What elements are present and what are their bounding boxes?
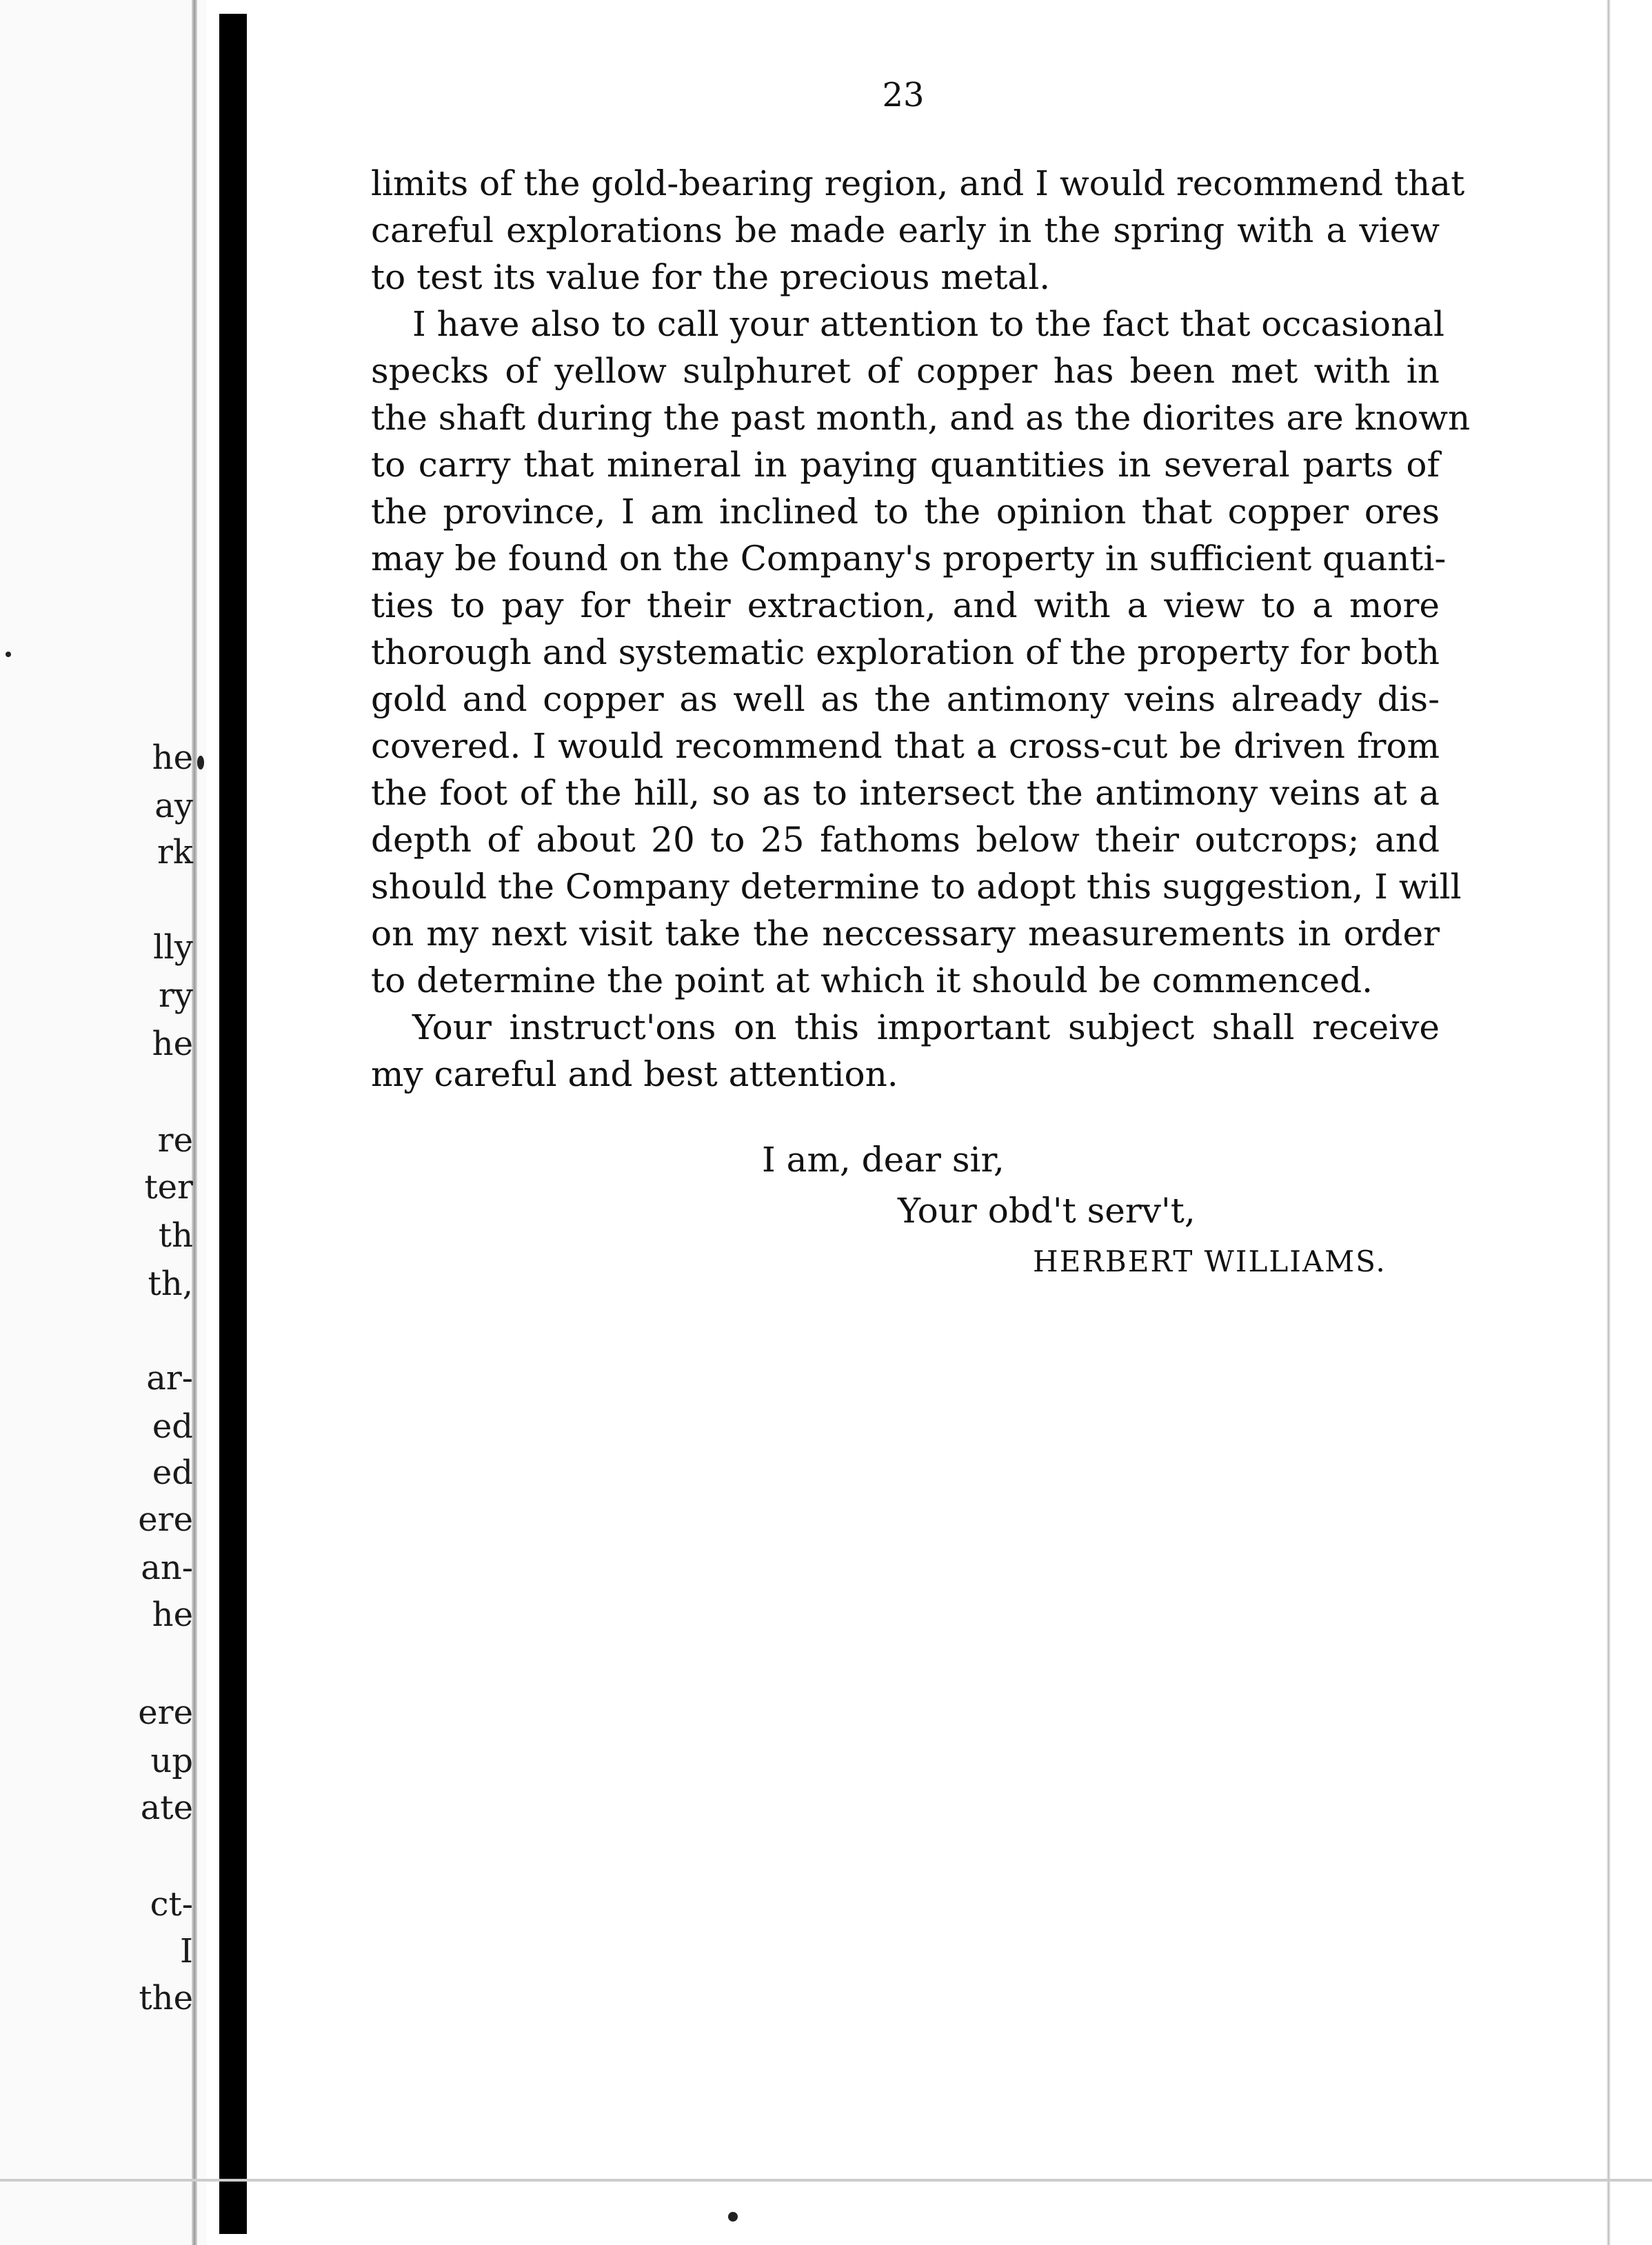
body-line: limits of the gold-bearing region, and I would recommend that bbox=[371, 163, 1465, 203]
body-line: gold and copper as well as the antimony veins already dis- bbox=[371, 679, 1440, 719]
left-fragment: th bbox=[158, 1216, 193, 1255]
body-line: may be found on the Company's property in sufficient quanti- bbox=[371, 538, 1447, 578]
left-fragment: ter bbox=[144, 1168, 193, 1207]
left-fragment: rk bbox=[157, 833, 193, 872]
left-fragment: ed bbox=[152, 1453, 193, 1492]
body-line: Your instruct'ons on this important subject shall receive bbox=[412, 1007, 1440, 1047]
body-line: the province, I am inclined to the opinion that copper ores bbox=[371, 492, 1440, 532]
page-number: 23 bbox=[882, 76, 925, 114]
left-fragment: ay bbox=[154, 787, 193, 825]
body-line: thorough and systematic exploration of the property for both bbox=[371, 632, 1440, 672]
left-fragment: th, bbox=[148, 1265, 193, 1303]
scan-speck bbox=[6, 652, 11, 657]
left-page-text-fragments bbox=[0, 0, 193, 2245]
signature: HERBERT WILLIAMS. bbox=[1033, 1245, 1387, 1278]
closing-salutation: I am, dear sir, bbox=[762, 1140, 1005, 1180]
body-line: to test its value for the precious metal. bbox=[371, 257, 1051, 297]
body-line: on my next visit take the neccessary measurements in order bbox=[371, 914, 1440, 954]
body-line: my careful and best attention. bbox=[371, 1054, 898, 1094]
left-fragment: ere bbox=[138, 1693, 193, 1732]
body-line: ties to pay for their extraction, and with a view to a more bbox=[371, 585, 1440, 625]
book-spine-shadow bbox=[219, 14, 247, 2234]
body-line: the shaft during the past month, and as the diorites are known bbox=[371, 398, 1471, 438]
left-fragment: an- bbox=[141, 1549, 193, 1587]
scan-speck bbox=[197, 756, 204, 769]
left-fragment: I bbox=[180, 1932, 193, 1971]
left-fragment: he bbox=[152, 1025, 193, 1063]
left-fragment: ate bbox=[140, 1789, 193, 1827]
left-fragment: ar- bbox=[146, 1359, 193, 1398]
left-fragment: ct- bbox=[150, 1885, 193, 1924]
closing-valediction: Your obd't serv't, bbox=[898, 1191, 1196, 1231]
left-fragment: the bbox=[139, 1979, 193, 2017]
left-fragment: ed bbox=[152, 1407, 193, 1446]
right-page-edge bbox=[1606, 0, 1611, 2245]
body-line: covered. I would recommend that a cross-cut be driven from bbox=[371, 726, 1440, 766]
left-fragment: up bbox=[150, 1742, 193, 1780]
letter-body bbox=[371, 160, 1471, 1098]
body-line: specks of yellow sulphuret of copper has been met with in bbox=[371, 351, 1440, 391]
left-fragment: ry bbox=[158, 976, 193, 1015]
left-fragment: lly bbox=[153, 928, 193, 967]
body-line: I have also to call your attention to the fact that occasional bbox=[412, 304, 1444, 344]
body-line: to carry that mineral in paying quantities in several parts of bbox=[371, 445, 1440, 485]
body-line: to determine the point at which it should be commenced. bbox=[371, 960, 1373, 1000]
left-fragment: re bbox=[157, 1121, 193, 1160]
body-line: the foot of the hill, so as to intersect the antimony veins at a bbox=[371, 773, 1440, 813]
left-fragment: he bbox=[152, 738, 193, 777]
left-fragment: ere bbox=[138, 1500, 193, 1539]
body-line: depth of about 20 to 25 fathoms below their outcrops; and bbox=[371, 820, 1440, 860]
body-line: should the Company determine to adopt this suggestion, I will bbox=[371, 867, 1462, 907]
body-line: careful explorations be made early in the spring with a view bbox=[371, 210, 1440, 250]
bottom-page-edge bbox=[0, 2179, 1652, 2182]
left-fragment: he bbox=[152, 1595, 193, 1634]
scan-speck bbox=[728, 2212, 738, 2222]
